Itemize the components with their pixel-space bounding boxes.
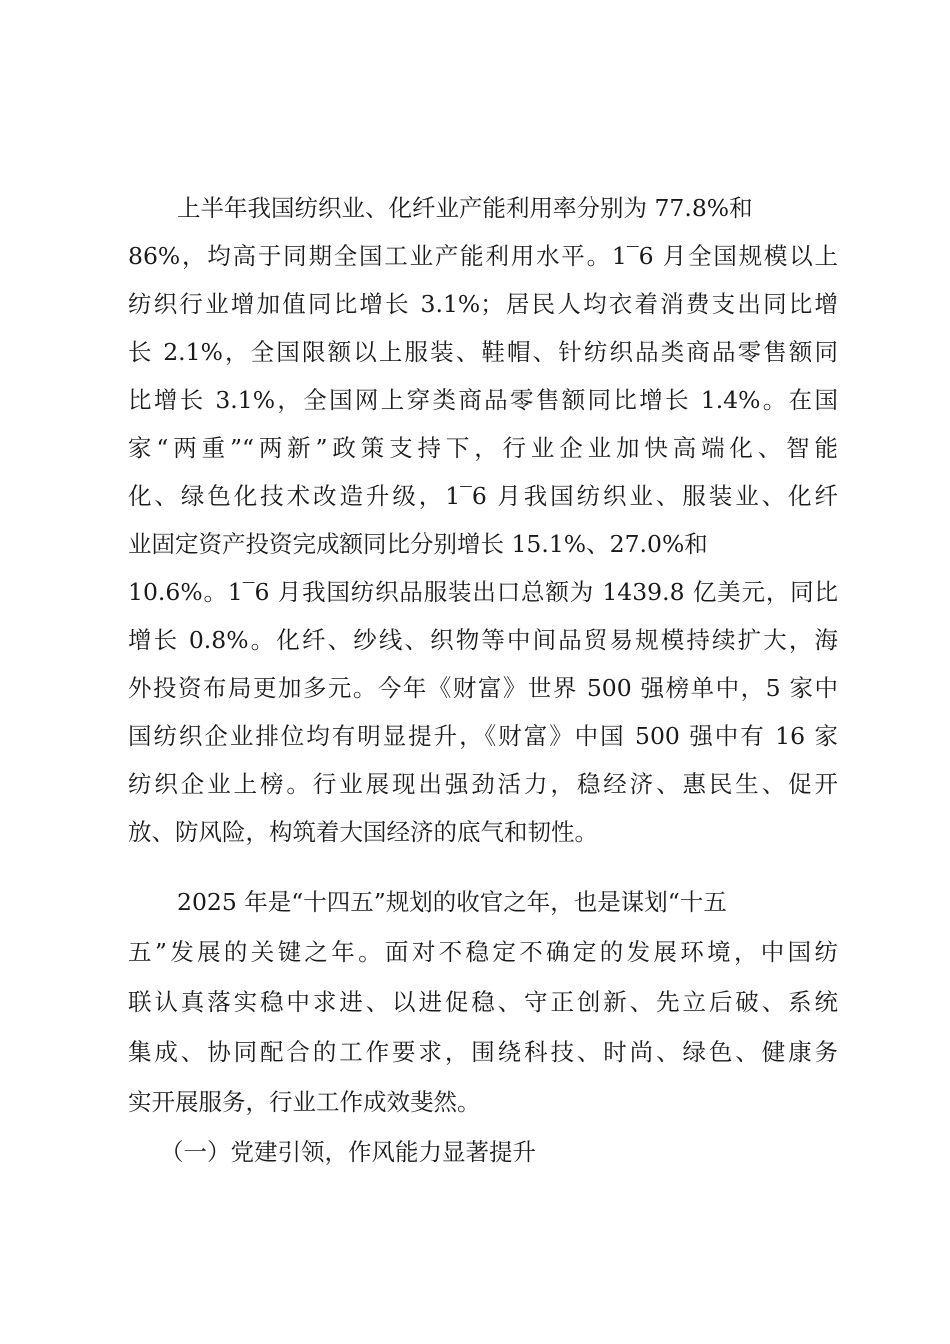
paragraph-1-line-14: 放、防风险，构筑着大国经济的底气和韧性。 — [128, 818, 598, 846]
paragraph-1-line-11: 外投资布局更加多元。今年《财富》世界 500 强榜单中，5 家中 — [128, 674, 838, 702]
paragraph-1-line-13: 纺织企业上榜。行业展现出强劲活力，稳经济、惠民生、促开 — [128, 770, 838, 798]
paragraph-1-line-3: 纺织行业增加值同比增长 3.1%；居民人均衣着消费支出同比增 — [128, 290, 838, 318]
paragraph-1-line-10: 增长 0.8%。化纤、纱线、织物等中间品贸易规模持续扩大，海 — [128, 626, 838, 654]
paragraph-2-line-4: 集成、协同配合的工作要求，围绕科技、时尚、绿色、健康务 — [128, 1038, 838, 1066]
paragraph-1-line-6: 家“两重”“两新”政策支持下，行业企业加快高端化、智能 — [128, 434, 838, 462]
paragraph-1-line-2: 86%，均高于同期全国工业产能利用水平。1‾6 月全国规模以上 — [128, 242, 838, 270]
section-heading: （一）党建引领，作风能力显著提升 — [160, 1138, 536, 1166]
paragraph-2-line-3: 联认真落实稳中求进、以进促稳、守正创新、先立后破、系统 — [128, 988, 838, 1016]
paragraph-1-line-4: 长 2.1%，全国限额以上服装、鞋帽、针纺织品类商品零售额同 — [128, 338, 838, 366]
paragraph-2-line-1: 2025 年是“十四五”规划的收官之年，也是谋划“十五 — [177, 888, 727, 916]
paragraph-1-line-9: 10.6%。1‾6 月我国纺织品服装出口总额为 1439.8 亿美元，同比 — [128, 578, 838, 606]
paragraph-1-line-5: 比增长 3.1%，全国网上穿类商品零售额同比增长 1.4%。在国 — [128, 386, 838, 414]
paragraph-1-line-8: 业固定资产投资完成额同比分别增长 15.1%、27.0%和 — [128, 530, 708, 558]
paragraph-2-line-5: 实开展服务，行业工作成效斐然。 — [128, 1088, 481, 1116]
paragraph-1-line-12: 国纺织企业排位均有明显提升，《财富》中国 500 强中有 16 家 — [128, 722, 838, 750]
paragraph-1-line-1: 上半年我国纺织业、化纤业产能利用率分别为 77.8%和 — [177, 194, 753, 222]
paragraph-2-line-2: 五”发展的关键之年。面对不稳定不确定的发展环境，中国纺 — [128, 938, 838, 966]
paragraph-1-line-7: 化、绿色化技术改造升级，1‾6 月我国纺织业、服装业、化纤 — [128, 482, 838, 510]
